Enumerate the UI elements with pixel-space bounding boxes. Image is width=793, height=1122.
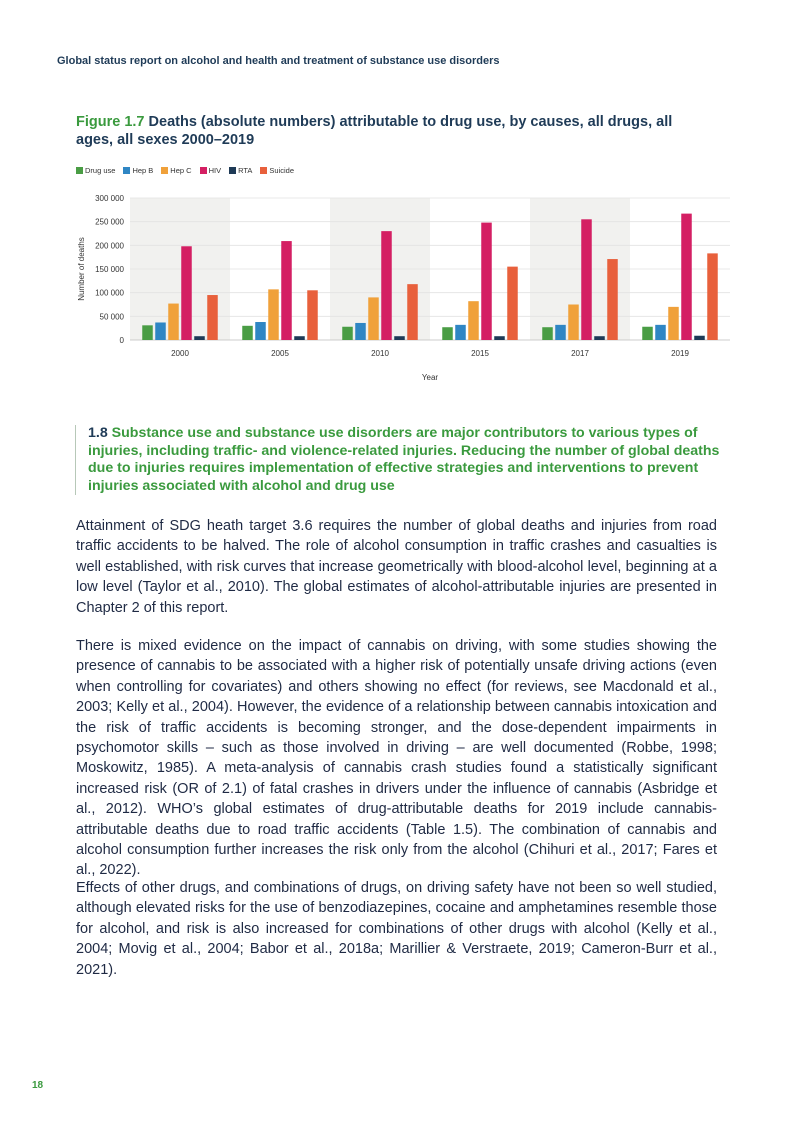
- bar: [207, 295, 218, 340]
- bar: [642, 327, 653, 340]
- bar: [707, 253, 718, 340]
- bar: [594, 336, 605, 340]
- legend-item: [123, 166, 153, 175]
- x-axis-title: Year: [421, 373, 439, 382]
- bar: [355, 323, 366, 340]
- page-number: 18: [32, 1080, 44, 1091]
- legend-label: Hep C: [170, 166, 192, 175]
- bar: [668, 307, 679, 340]
- deaths-bar-chart: [70, 190, 740, 390]
- bar: [468, 301, 479, 340]
- paragraph-2: There is mixed evidence on the impact of cannabis on driving, with some studies showing the presence of cannabis to be associated with a higher risk of potentially unsafe driving actions (even when controlling for covariates) and others showing no effect (for reviews, see Macdonald et al., 2003; Kelly et al., 2004). However, the evidence of a relationship between cannabis intoxication and the risk of traffic accidents is becoming stronger, and the dose-dependent impairments in psychomotor skills – such as those involved in driving – are well documented (Robbe, 1998; Moskowitz, 1985). A meta-analysis of cannabis crash studies found a statistically significant increased risk (OR of 2.1) of fatal crashes in drivers under the influence of cannabis (Asbridge et al., 2012). WHO’s global estimates of drug-attributable deaths for 2019 include cannabis-attributable deaths due to road traffic accidents (Table 1.5). The combination of cannabis and alcohol consumption further increases the risk only from the alcohol (Chihuri et al., 2017; Fares et al., 2022).: [76, 638, 717, 879]
- x-tick-label: 2015: [471, 349, 489, 358]
- legend-swatch: [200, 167, 207, 174]
- bar: [542, 327, 553, 340]
- paragraph-3: Effects of other drugs, and combinations of drugs, on driving safety have not been so well studied, although elevated risks for the use of benzodiazepines, cocaine and amphetamines resemble those for alcohol, and risk is also increased for combinations of other drugs with alcohol (Kelly et al., 2004; Movig et al., 2004; Babor et al., 2018a; Marillier & Verstraete, 2019; Cameron-Burr et al., 2021).: [76, 880, 717, 978]
- bar: [555, 325, 566, 340]
- bar: [294, 336, 305, 340]
- section-number: 1.8: [88, 425, 108, 441]
- x-tick-label: 2017: [571, 349, 589, 358]
- y-tick-label: 200 000: [95, 241, 124, 251]
- y-tick-label: 150 000: [95, 265, 124, 274]
- section-heading: [75, 425, 723, 495]
- chart-legend: [76, 166, 294, 175]
- bar: [455, 325, 466, 340]
- bar: [581, 219, 592, 340]
- legend-swatch: [260, 167, 267, 174]
- legend-label: Suicide: [269, 166, 294, 175]
- bar: [155, 322, 166, 340]
- legend-swatch: [161, 167, 168, 174]
- figure-title-text: Deaths (absolute numbers) attributable to drug use, by causes, all drugs, all ages, all sexes 2000–2019: [76, 114, 673, 148]
- y-tick-label: 50 000: [99, 312, 124, 322]
- bar: [442, 327, 453, 340]
- bar: [681, 214, 692, 340]
- bar: [381, 231, 392, 340]
- legend-label: RTA: [238, 166, 253, 175]
- bar: [368, 297, 379, 340]
- bar: [694, 336, 705, 340]
- x-tick-label: 2000: [171, 349, 189, 358]
- x-tick-label: 2005: [271, 349, 289, 358]
- bar: [655, 325, 666, 340]
- figure-label: Figure 1.7: [76, 114, 145, 130]
- legend-item: [260, 166, 294, 175]
- legend-swatch: [76, 167, 83, 174]
- bar: [142, 325, 153, 340]
- legend-label: Drug use: [85, 166, 116, 175]
- bar: [507, 267, 518, 340]
- y-axis-title: Number of deaths: [77, 237, 86, 301]
- bar: [181, 246, 192, 340]
- legend-label: HIV: [208, 166, 222, 175]
- legend-swatch: [229, 167, 236, 174]
- bar: [168, 304, 179, 340]
- legend-item: [229, 166, 252, 175]
- legend-swatch: [123, 167, 130, 174]
- running-header: Global status report on alcohol and health and treatment of substance use disorders: [57, 55, 500, 67]
- bar: [607, 259, 618, 340]
- bar: [342, 327, 353, 340]
- legend-label: Hep B: [132, 166, 154, 175]
- legend-item: [161, 166, 191, 175]
- chart-svg: [70, 190, 740, 390]
- y-tick-label: 300 000: [95, 194, 124, 203]
- legend-item: [76, 166, 115, 175]
- y-tick-label: 0: [119, 336, 124, 345]
- bar: [481, 223, 492, 340]
- x-tick-label: 2010: [371, 349, 389, 358]
- bar: [394, 336, 405, 340]
- bar: [281, 241, 292, 340]
- paragraph-1: Attainment of SDG heath target 3.6 requires the number of global deaths and injuries from road traffic accidents to be halved. The role of alcohol consumption in traffic crashes and casualties is well established, with risk curves that increase geometrically with blood-alcohol level, beginning at a low level (Taylor et al., 2010). The global estimates of alcohol-attributable injuries are presented in Chapter 2 of this report.: [76, 518, 717, 616]
- y-tick-label: 100 000: [95, 288, 124, 298]
- bar: [242, 326, 253, 340]
- bar: [307, 290, 318, 340]
- bar: [194, 336, 205, 340]
- bar: [568, 305, 579, 341]
- bar: [494, 336, 505, 340]
- x-tick-label: 2019: [671, 349, 689, 358]
- bar: [268, 289, 279, 340]
- bar: [255, 322, 266, 340]
- y-tick-label: 250 000: [95, 217, 124, 227]
- section-heading-text: Substance use and substance use disorders are major contributors to various types of injuries, including traffic- and violence-related injuries. Reducing the number of global deaths due to injuries requires implementation of effective strategies and interventions to prevent injuries associated with alcohol and drug use: [88, 425, 720, 494]
- bar: [407, 284, 418, 340]
- figure-title: [76, 113, 706, 149]
- legend-item: [200, 166, 222, 175]
